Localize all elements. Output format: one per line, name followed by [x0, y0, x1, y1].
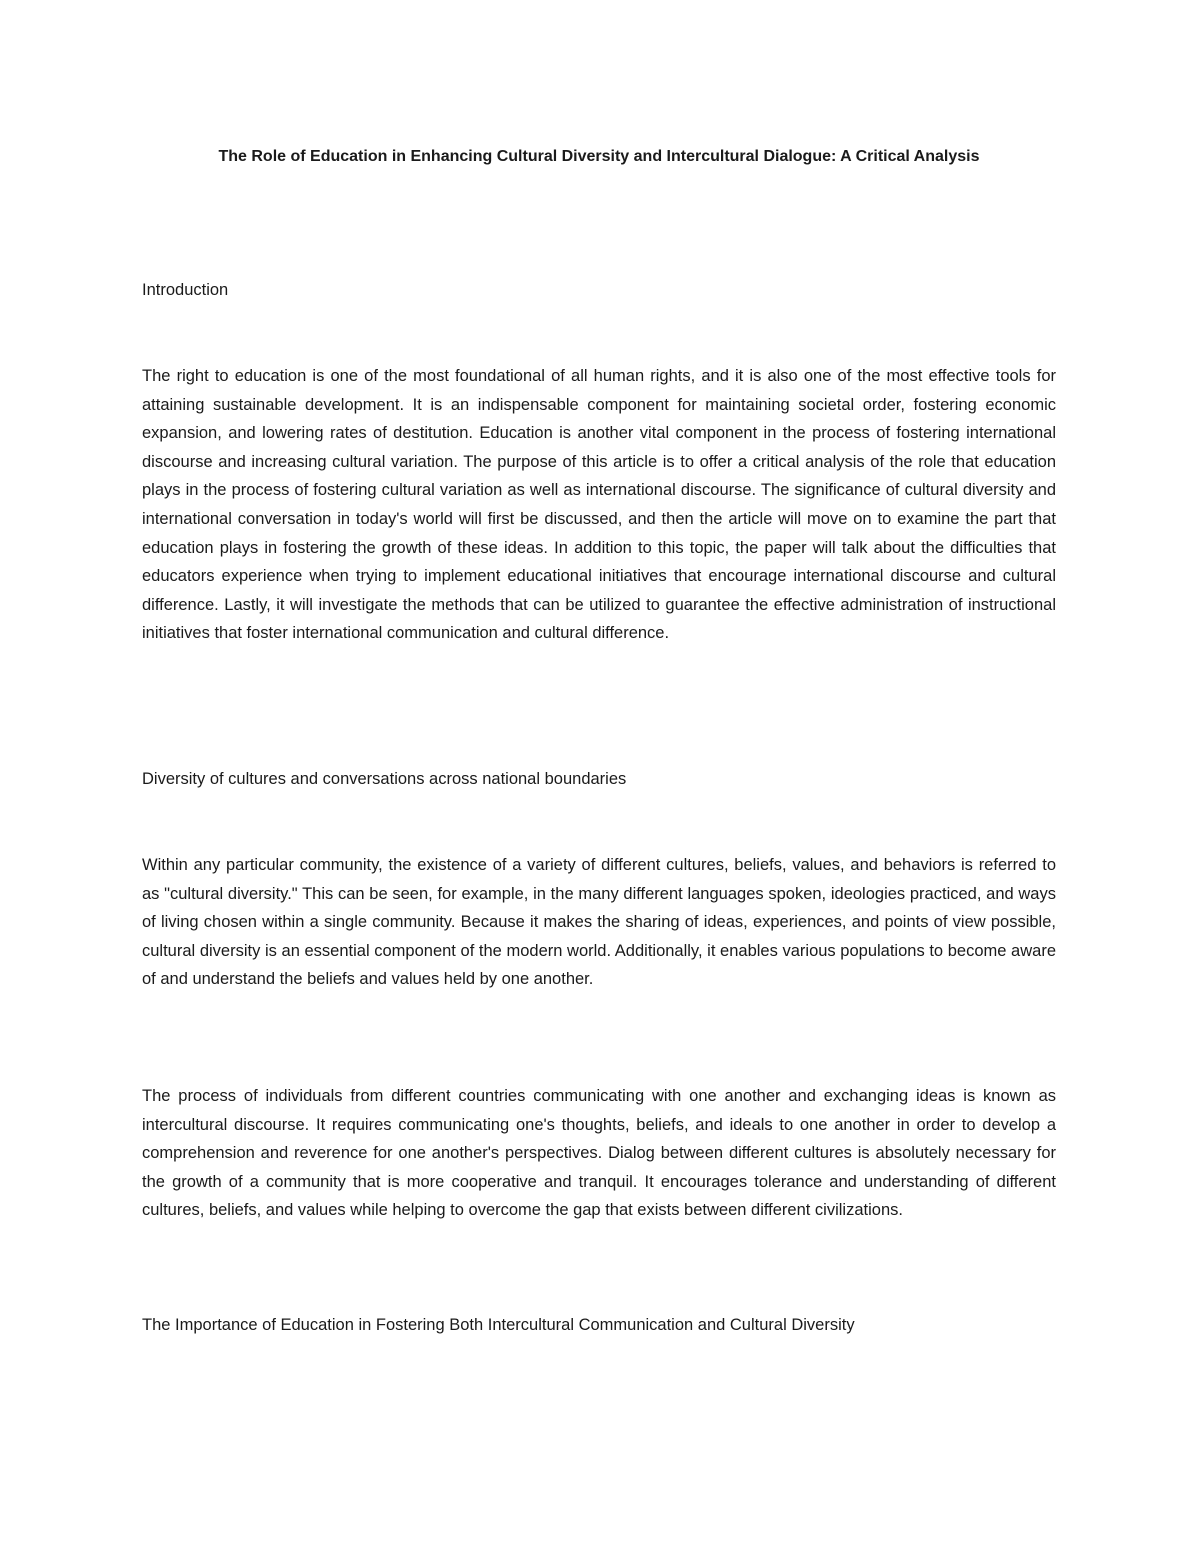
- section-heading-introduction: Introduction: [142, 281, 229, 299]
- paragraph-introduction: The right to education is one of the most foundational of all human rights, and it is also one of the most effective tools for attaining sustainable development. It is an indispensable component for maintaining societal order, fostering economic expansion, and lowering rates of destitution. Education is another vital component in the process of fostering international discourse and increasing cultural variation. The purpose of this article is to offer a critical analysis of the role that education plays in the process of fostering cultural variation as well as international discourse. The significance of cultural diversity and international conversation in today's world will first be discussed, and then the article will move on to examine the part that education plays in fostering the growth of these ideas. In addition to this topic, the paper will talk about the difficulties that educators experience when trying to implement educational initiatives that encourage international discourse and cultural difference. Lastly, it will investigate the methods that can be utilized to guarantee the effective administration of instructional initiatives that foster international communication and cultural difference.: [142, 367, 1056, 643]
- paragraph-intercultural-discourse: The process of individuals from different countries communicating with one another and exchanging ideas is known as intercultural discourse. It requires communicating one's thoughts, beliefs, and ideals to one another in order to develop a comprehension and reverence for one another's perspectives. Dialog between different cultures is absolutely necessary for the growth of a community that is more cooperative and tranquil. It encourages tolerance and understanding of different cultures, beliefs, and values while helping to overcome the gap that exists between different civilizations.: [142, 1087, 1056, 1220]
- section-heading-diversity: Diversity of cultures and conversations across national boundaries: [142, 770, 627, 788]
- document-title: The Role of Education in Enhancing Cultural Diversity and Intercultural Dialogue: A Critical Analysis: [218, 148, 980, 165]
- section-heading-importance: The Importance of Education in Fostering Both Intercultural Communication and Cultural Diversity: [142, 1316, 855, 1334]
- paragraph-cultural-diversity: Within any particular community, the existence of a variety of different cultures, beliefs, values, and behaviors is referred to as "cultural diversity." This can be seen, for example, in the many different languages spoken, ideologies practiced, and ways of living chosen within a single community. Because it makes the sharing of ideas, experiences, and points of view possible, cultural diversity is an essential component of the modern world. Additionally, it enables various populations to become aware of and understand the beliefs and values held by one another.: [142, 856, 1056, 989]
